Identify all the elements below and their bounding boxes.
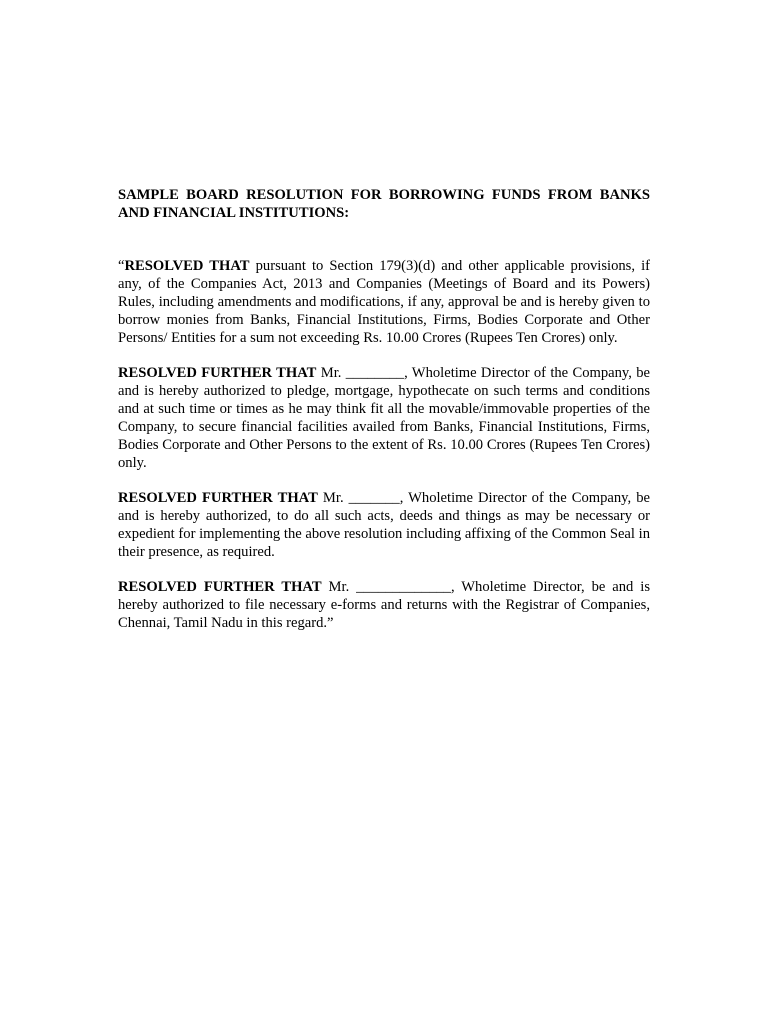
resolution-body: Mr. _______, Wholetime Director of the Company, be and is hereby authorized, to do all such acts, deeds and things as may be necessary or expedient for implementing the above resolution including affixing of the Common Seal in their presence, as required. bbox=[118, 490, 650, 560]
resolution-paragraph-1 bbox=[118, 257, 650, 347]
resolution-body: Mr. ________, Wholetime Director of the Company, be and is hereby authorized to pledge, mortgage, hypothecate on such terms and conditions and at such time or times as he may think fit all the movable/immovable properties of the Company, to secure financial facilities availed from Banks, Financial Institutions, Firms, Bodies Corporate and Other Persons to the extent of Rs. 10.00 Crores (Rupees Ten Crores) only. bbox=[118, 365, 651, 471]
resolution-lead: RESOLVED FURTHER THAT bbox=[118, 490, 318, 506]
resolution-lead: RESOLVED FURTHER THAT bbox=[118, 365, 317, 381]
resolution-paragraph-4 bbox=[118, 578, 650, 632]
resolution-paragraph-3 bbox=[118, 489, 650, 561]
opening-quote: “ bbox=[118, 258, 125, 274]
resolution-body: Mr. _____________, Wholetime Director, be and is hereby authorized to file necessary e-forms and returns with the Registrar of Companies, Chennai, Tamil Nadu in this regard.” bbox=[118, 579, 650, 631]
resolution-body: pursuant to Section 179(3)(d) and other applicable provisions, if any, of the Companies Act, 2013 and Companies (Meetings of Board and its Powers) Rules, including amendments and modifications, if any, approval be and is hereby given to borrow monies from Banks, Financial Institutions, Firms, Bodies Corporate and Other Persons/ Entities for a sum not exceeding Rs. 10.00 Crores (Rupees Ten Crores) only. bbox=[118, 258, 650, 346]
document-title: SAMPLE BOARD RESOLUTION FOR BORROWING FUNDS FROM BANKS AND FINANCIAL INSTITUTIONS: bbox=[118, 187, 650, 221]
resolution-lead: RESOLVED THAT bbox=[124, 258, 250, 274]
document-page bbox=[118, 186, 650, 632]
resolution-paragraph-2 bbox=[118, 364, 650, 472]
resolution-lead: RESOLVED FURTHER THAT bbox=[118, 579, 322, 595]
